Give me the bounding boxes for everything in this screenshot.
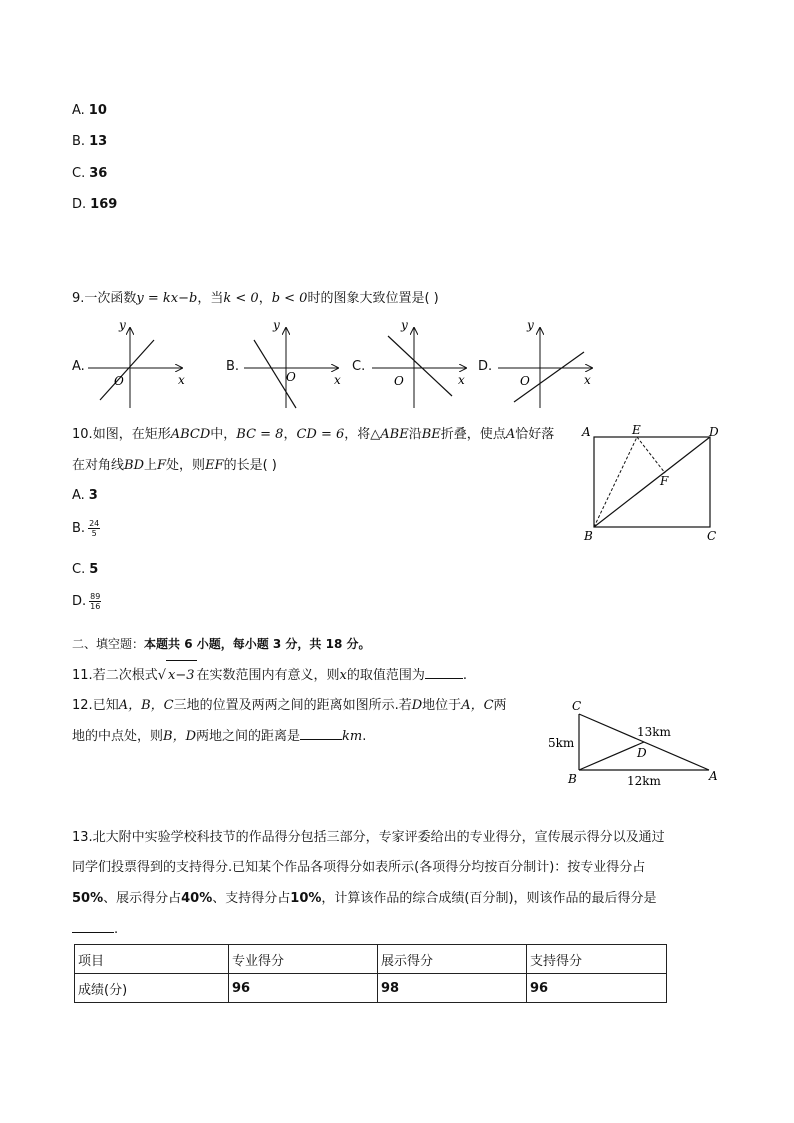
label-d: D: [637, 746, 647, 760]
q8-option-c: [72, 166, 107, 181]
table-header: 项目: [75, 945, 229, 974]
q11-text: 在实数范围内有意义，则: [196, 668, 340, 683]
q10-text: ，: [283, 427, 297, 442]
label-a: A: [582, 425, 591, 439]
q10-option-a: [72, 488, 98, 503]
q12-figure: [544, 696, 726, 792]
q12-text: 两: [493, 698, 507, 713]
q9-text: 一次函数: [84, 291, 137, 306]
option-letter: A.: [72, 103, 85, 118]
numerator: 24: [89, 519, 100, 528]
origin-label: O: [520, 374, 530, 388]
label-a: A: [709, 769, 718, 783]
q12-stem-line1: [72, 691, 507, 721]
origin-label: O: [394, 374, 404, 388]
q13-stem-line1: 13.北大附中实验学校科技节的作品得分包括三部分，专家评委给出的专业得分，宣传展示得分以及通过: [72, 830, 665, 845]
q12-stem-line2: [72, 722, 366, 752]
origin-label: O: [114, 374, 124, 388]
x-label: x: [334, 373, 341, 387]
q10-text: 处，则: [166, 458, 206, 473]
section-title-prefix: 二、填空题：: [72, 637, 145, 651]
q8-option-d: [72, 197, 117, 212]
q9-graph-b: [240, 318, 350, 410]
q11-text: .: [462, 668, 468, 683]
option-letter: D.: [72, 197, 87, 212]
q10-triangle: △ABE: [370, 427, 409, 442]
q10-be: BE: [421, 427, 441, 442]
question-number: 10.: [72, 427, 93, 442]
section-title: [72, 635, 370, 652]
q9-text: ，: [258, 291, 272, 306]
q12-points-ac: A，C: [461, 698, 494, 713]
q12-text: 地位于: [422, 698, 462, 713]
q11-text: 若二次根式: [92, 668, 158, 683]
option-letter: B.: [72, 521, 86, 536]
q10-option-b: [72, 519, 100, 538]
q12-text: 地的中点处，则: [72, 729, 164, 744]
function-line: [100, 340, 154, 400]
table-cell: 96: [527, 974, 667, 1003]
label-c: C: [707, 529, 717, 543]
question-number: 12.: [72, 698, 93, 713]
q10-text: 上: [144, 458, 158, 473]
q9-text: 时的图象大致位置是( ): [307, 291, 439, 306]
q10-text: 如图，在矩形: [92, 427, 171, 442]
q10-option-d: [72, 592, 101, 611]
q9-text: ，当: [197, 291, 224, 306]
option-letter: D.: [72, 594, 87, 609]
answer-blank[interactable]: [300, 727, 342, 740]
q12-points: A，B，C: [118, 698, 174, 713]
label-b: B: [584, 529, 593, 543]
q10-point-f: F: [157, 458, 167, 473]
q12-text: 两地之间的距离是: [196, 729, 301, 744]
q12-text: 三地的位置及两两之间的距离如图所示.若: [173, 698, 412, 713]
q10-point-a: A: [505, 427, 516, 442]
q13-text: 、展示得分占: [103, 891, 182, 906]
q11-stem: [72, 660, 467, 691]
option-value: 3: [88, 488, 98, 503]
q10-text: 恰好落: [515, 427, 555, 442]
q9-label-c: C.: [352, 359, 366, 374]
q9-label-b: B.: [226, 359, 240, 374]
y-label: y: [401, 318, 408, 332]
q8-option-a: [72, 103, 107, 118]
q12-unit: km: [342, 729, 363, 744]
radicand: x−3: [166, 660, 197, 691]
option-letter: C.: [72, 562, 86, 577]
q13-text: .: [114, 922, 119, 937]
option-value: 36: [89, 166, 108, 181]
fraction: [88, 519, 100, 538]
denominator: 16: [90, 602, 101, 611]
q11-text: 的取值范围为: [346, 668, 425, 683]
q12-text: .: [362, 729, 367, 744]
q10-text: 折叠，使点: [440, 427, 506, 442]
y-label: y: [527, 318, 534, 332]
q10-bc: BC = 8: [236, 427, 284, 442]
label-c: C: [572, 699, 582, 713]
percent-display: 40%: [181, 891, 213, 906]
length-cb: 5km: [548, 736, 575, 750]
table-header: 专业得分: [229, 945, 378, 974]
fold-line-be: [594, 437, 637, 527]
q10-option-c: [72, 562, 98, 577]
question-number: 11.: [72, 668, 93, 683]
q9-condition-k: k < 0: [223, 291, 259, 306]
diagonal-bd: [594, 437, 710, 527]
q9-label-d: D.: [478, 359, 493, 374]
label-f: F: [660, 474, 669, 488]
q10-cd: CD = 6: [296, 427, 345, 442]
q13-stem-line3: [72, 884, 657, 914]
q13-text: ，计算该作品的综合成绩(百分制)，则该作品的最后得分是: [321, 891, 657, 906]
table-header: 展示得分: [378, 945, 527, 974]
option-value: 169: [90, 197, 118, 212]
q8-option-b: [72, 134, 107, 149]
q12-point-d: D: [411, 698, 423, 713]
table-header-row: [75, 945, 667, 974]
q9-graph-d: [494, 318, 604, 410]
x-label: x: [458, 373, 465, 387]
q10-text: 中，: [210, 427, 237, 442]
option-value: 5: [89, 562, 99, 577]
numerator: 89: [90, 592, 101, 601]
score-table: [74, 944, 667, 1003]
answer-blank[interactable]: [425, 666, 463, 679]
percent-support: 10%: [290, 891, 322, 906]
option-value: 10: [88, 103, 107, 118]
x-label: x: [178, 373, 185, 387]
q10-stem-line1: [72, 420, 554, 450]
table-header: 支持得分: [527, 945, 667, 974]
segment-bd: [579, 742, 644, 770]
q10-ef: EF: [205, 458, 224, 473]
option-letter: C.: [72, 166, 86, 181]
q10-text: 的长是( ): [223, 458, 277, 473]
q13-stem-line4: [72, 915, 118, 945]
x-label: x: [584, 373, 591, 387]
q9-condition-b: b < 0: [271, 291, 308, 306]
percent-professional: 50%: [72, 891, 104, 906]
y-label: y: [273, 318, 280, 332]
question-number: 9.: [72, 291, 85, 306]
q10-stem-line2: [72, 451, 277, 481]
q10-text: 在对角线: [72, 458, 125, 473]
q10-figure: [578, 420, 728, 550]
label-b: B: [568, 772, 577, 786]
q13-stem-line2: 同学们投票得到的支持得分.已知某个作品各项得分如表所示(各项得分均按百分制计)：按专业得分占: [72, 860, 646, 875]
table-cell: 96: [229, 974, 378, 1003]
q10-rect: ABCD: [170, 427, 211, 442]
q9-stem: [72, 284, 439, 314]
q9-graph-c: [368, 318, 478, 410]
q9-graph-a: [84, 318, 194, 410]
fraction: [89, 592, 101, 611]
q11-variable: x: [339, 668, 347, 683]
q13-text: 、支持得分占: [212, 891, 291, 906]
section-title-body: 本题共 6 小题，每小题 3 分，共 18 分。: [144, 637, 371, 651]
q10-bd: BD: [124, 458, 144, 473]
q12-text: 已知: [92, 698, 119, 713]
segment-ef: [637, 437, 665, 473]
q9-function: y = kx−b: [136, 291, 198, 306]
length-ca: 13km: [637, 725, 671, 739]
label-d: D: [709, 425, 719, 439]
label-e: E: [632, 423, 641, 437]
denominator: 5: [91, 529, 97, 538]
radical-sign: √: [157, 668, 166, 683]
option-letter: B.: [72, 134, 86, 149]
q12-points-bd: B，D: [163, 729, 196, 744]
q10-text: 沿: [408, 427, 422, 442]
origin-label: O: [286, 370, 296, 384]
y-label: y: [119, 318, 126, 332]
option-letter: A.: [72, 488, 85, 503]
table-cell: 98: [378, 974, 527, 1003]
answer-blank[interactable]: [72, 920, 114, 933]
length-ba: 12km: [627, 774, 661, 788]
q9-label-a: A.: [72, 359, 85, 374]
table-row: [75, 974, 667, 1003]
q10-text: ，将: [344, 427, 371, 442]
table-row-label: 成绩(分): [75, 974, 229, 1003]
option-value: 13: [89, 134, 108, 149]
